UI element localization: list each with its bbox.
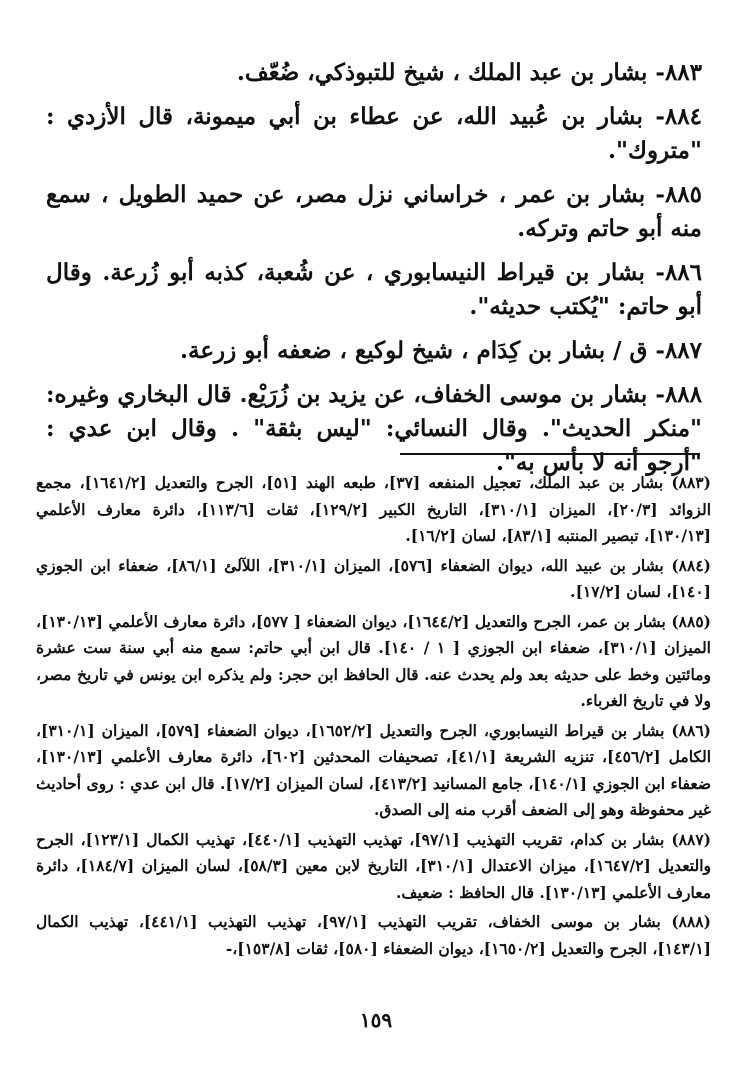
footnote-884: [36, 553, 711, 606]
footnote-883: [36, 470, 711, 550]
footnote-number: (٨٨٥): [671, 611, 711, 631]
entry-number: ٨٨٤-: [655, 103, 702, 130]
footnote-text: بشار بن عمر، الجرح والتعديل [١٦٤٤/٢]، ديوان الضعفاء [ ٥٧٧]، دائرة معارف الأعلمي [١٣٠/١٣]، الميزان [٣١٠/١]، ضعفاء ابن الجوزي [ ١ / ١٤٠]. قال ابن أبي حاتم: سمع منه أبي سنة ست عشرة ومائتين وخط على حديثه بعد ولم يحدث عنه. قال الحافظ ابن حجر: ولم يذكره ابن يونس في تاريخ مصر، ولا في تاريخ الغرباء.: [36, 611, 711, 710]
entry-text: بشار بن عمر ، خراساني نزل مصر، عن حميد الطويل ، سمع منه أبو حاتم وتركه.: [46, 181, 702, 242]
footnote-divider: [400, 453, 700, 455]
entry-number: ٨٨٧-: [655, 337, 702, 364]
entry-number: ٨٨٨-: [655, 381, 702, 408]
entry-number: ٨٨٦-: [655, 259, 702, 286]
footnote-888: [36, 909, 711, 962]
footnote-885: [36, 609, 711, 715]
entries-section: [46, 56, 702, 490]
entry-number: ٨٨٣-: [655, 59, 702, 86]
entry-text: بشار بن قيراط النيسابوري ، عن شُعبة، كذبه أبو زُرعة. وقال أبو حاتم: "يُكتب حديثه".: [46, 259, 702, 320]
entry-884: [46, 100, 702, 168]
footnote-text: بشار بن كدام، تقريب التهذيب [٩٧/١]، تهذيب التهذيب [٤٤٠/١]، تهذيب الكمال [١٢٣/١]، الجرح والتعديل [١٦٤٧/٢]، ميزان الاعتدال [٣١٠/١]، التاريخ لابن معين [٥٨/٣]، لسان الميزان [١٨٤/٧]، دائرة معارف الأعلمي [١٣٠/١٣]. قال الحافظ : ضعيف.: [36, 829, 711, 902]
entry-number: ٨٨٥-: [655, 181, 702, 208]
footnote-887: [36, 827, 711, 907]
footnote-number: (٨٨٨): [671, 912, 711, 931]
footnote-number: (٨٨٧): [671, 829, 711, 849]
entry-text: بشار بن عبد الملك ، شيخ للتبوذكي، ضُعّف.: [236, 59, 648, 86]
entry-887: [46, 334, 702, 368]
footnote-text: بشار بن موسى الخفاف، تقريب التهذيب [٩٧/١]، تهذيب التهذيب [٤٤١/١]، تهذيب الكمال [١٤٣/١]، الجرح والتعديل [١٦٥٠/٢]، ديوان الضعفاء [٥٨٠]، ثقات [١٥٣/٨]،-: [36, 912, 711, 958]
footnote-text: بشار بن قيراط النيسابوري، الجرح والتعديل [١٦٥٢/٢]، ديوان الضعفاء [٥٧٩]، الميزان [٣١٠/١]، الكامل [٤٥٦/٢]، تنزيه الشريعة [٤١/١]، تصحيفات المحدثين [٦٠٢]، دائرة معارف الأعلمي [١٣٠/١٣]، ضعفاء ابن الجوزي [١٤٠/١]، جامع المسانيد [٤١٣/٢]، لسان الميزان [١٧/٢]. قال ابن عدي : روى أحاديث غير محفوظة وهو إلى الضعف أقرب منه إلى الصدق.: [36, 720, 712, 819]
footnote-886: [36, 718, 711, 824]
footnotes-section: [36, 470, 711, 965]
entry-text: بشار بن عُبيد الله، عن عطاء بن أبي ميمونة، قال الأزدي : "متروك".: [46, 103, 702, 164]
entry-888: [46, 378, 702, 480]
entry-text: بشار بن موسى الخفاف، عن يزيد بن زُرَيْع. قال البخاري وغيره: "منكر الحديث". وقال النسائي: "ليس بثقة" . وقال ابن عدي : "أرجو أنه لا بأس به".: [46, 381, 702, 476]
footnote-number: (٨٨٤): [671, 555, 711, 575]
footnote-number: (٨٨٦): [671, 720, 712, 740]
footnote-text: بشار بن عبد الملك، تعجيل المنفعه [٣٧]، طبعه الهند [٥١]، الجرح والتعديل [١٦٤١/٢]، مجمع الزوائد [٢٠/٣]، الميزان [٣١٠/١]، التاريخ الكبير [١٢٩/٢]، ثقات [١١٣/٦]، دائرة معارف الأعلمي [١٣٠/١٣]، تبصير المنتبه [٨٣/١]، لسان [١٦/٢].: [36, 473, 711, 545]
page-number: ١٥٩: [359, 1008, 393, 1032]
entry-883: [46, 56, 702, 90]
entry-885: [46, 178, 702, 246]
entry-886: [46, 256, 702, 324]
entry-text: ق / بشار بن كِدَام ، شيخ لوكيع ، ضعفه أبو زرعة.: [179, 337, 648, 364]
footnote-text: بشار بن عبيد الله، ديوان الضعفاء [٥٧٦]، الميزان [٣١٠/١]، اللآلئ [٨٦/١]، ضعفاء ابن الجوزي [١٤٠]، لسان [١٧/٢].: [36, 555, 711, 601]
footnote-number: (٨٨٣): [671, 473, 711, 492]
